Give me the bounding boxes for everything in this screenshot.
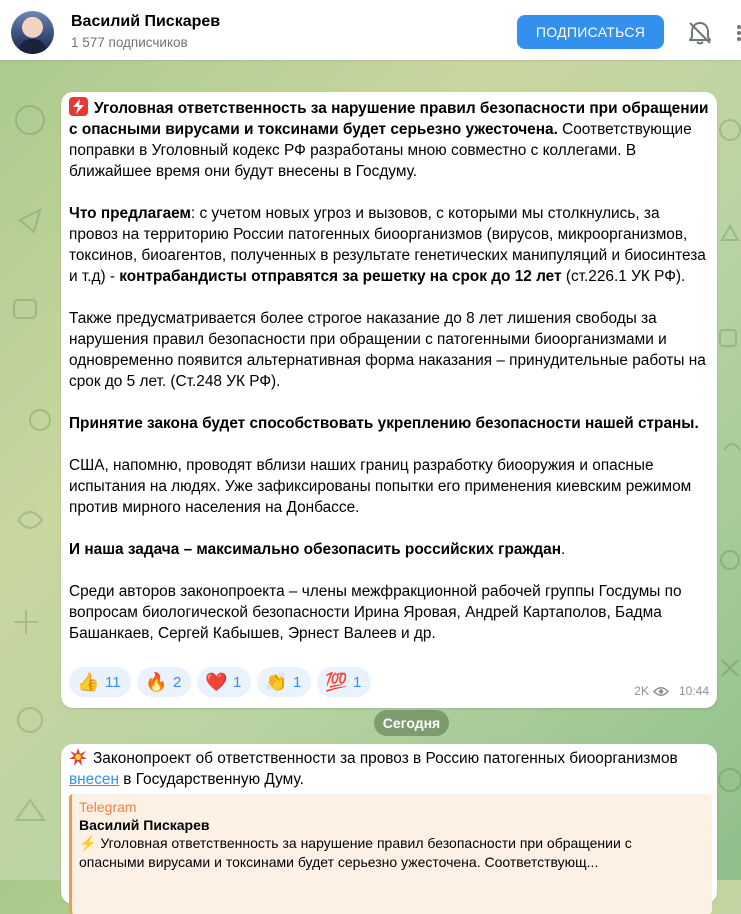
- post-p3: Также предусматривается более строгое наказание до 8 лет лишения свободы за нарушения правил безопасности при обращении с патогенными биоорганизмами и одновременно появится альтернативная форма наказания – принудительные работы на срок до 5 лет. (Ст.248 УК РФ).: [69, 310, 706, 390]
- reaction-count: 1: [353, 674, 362, 691]
- reaction-count: 11: [105, 674, 121, 691]
- post-p2-bold2: контрабандисты отправятся за решетку на срок до 12 лет: [119, 268, 562, 285]
- more-menu-icon[interactable]: [733, 19, 741, 47]
- thumbs-up-icon: 👍: [77, 672, 100, 692]
- reaction-fire[interactable]: [137, 667, 191, 697]
- reaction-hundred[interactable]: [317, 667, 371, 697]
- post-p5: США, напомню, проводят вблизи наших границ разработку биооружия и опасные испытания на людях. Уже зафиксированы попытки его применения киевским режимом против мирного населения на Донбассе.: [69, 457, 692, 516]
- post-lead-bold: Уголовная ответственность за нарушение правил безопасности при обращении с опасными вирусами и токсинами будет серьезно ужесточена.: [69, 100, 709, 138]
- reaction-thumbs-up[interactable]: [69, 667, 131, 697]
- reaction-clap[interactable]: [257, 667, 311, 697]
- collision-burst-icon: [69, 748, 87, 766]
- lightning-icon: ⚡: [79, 835, 97, 851]
- reaction-count: 2: [173, 674, 182, 691]
- channel-avatar[interactable]: [11, 11, 54, 54]
- forwarded-quote[interactable]: [69, 794, 712, 914]
- post-meta: [634, 684, 709, 698]
- post-text: [69, 748, 709, 790]
- clap-icon: 👏: [265, 672, 288, 692]
- hundred-icon: 💯: [325, 672, 348, 692]
- subscriber-count: 1 577 подписчиков: [71, 35, 188, 50]
- channel-header: [0, 0, 741, 60]
- channel-title[interactable]: Василий Пискарев: [71, 13, 221, 30]
- post-what-we-propose: Что предлагаем: [69, 205, 191, 222]
- post-text: [69, 97, 709, 665]
- mute-bell-icon[interactable]: [686, 19, 714, 47]
- lightning-icon: [69, 97, 88, 116]
- post-p6-bold: И наша задача – максимально обезопасить российских граждан: [69, 541, 562, 558]
- post2-text-after: в Государственную Думу.: [119, 771, 304, 788]
- date-separator: Сегодня: [374, 710, 449, 736]
- post-p6-tail: .: [561, 541, 566, 558]
- post2-text-before: Законопроект об ответственности за провоз в Россию патогенных биоорганизмов: [93, 750, 678, 767]
- channel-post[interactable]: [61, 92, 717, 708]
- post-p2-tail: (ст.226.1 УК РФ).: [561, 268, 686, 285]
- post-time: 10:44: [678, 684, 709, 698]
- view-count: 2K: [634, 684, 649, 698]
- quote-source: Telegram: [79, 799, 137, 815]
- quote-author: Василий Пискарев: [79, 817, 210, 833]
- subscribe-button[interactable]: ПОДПИСАТЬСЯ: [517, 15, 664, 49]
- heart-icon: ❤️: [205, 672, 228, 692]
- channel-post[interactable]: [61, 744, 717, 904]
- post-p2-text: : с учетом новых угроз и вызовов, с которыми мы столкнулись, за провоз на территорию России патогенных биоорганизмов (вирусов, микроорганизмов, токсинов, биоагентов, полученных в результате генетических манипуляций и биосинтеза и т.д) -: [69, 205, 706, 285]
- reaction-count: 1: [293, 674, 302, 691]
- eye-icon: [653, 686, 669, 697]
- reaction-heart[interactable]: [197, 667, 251, 697]
- reaction-count: 1: [233, 674, 242, 691]
- post-p4: Принятие закона будет способствовать укреплению безопасности нашей страны.: [69, 415, 699, 432]
- post-lead-rest: Соответствующие поправки в Уголовный кодекс РФ разработаны мною совместно с коллегами. В ближайшее время они будут внесены в Госдуму.: [69, 121, 692, 180]
- quote-text: [79, 834, 699, 872]
- post-p7: Среди авторов законопроекта – члены межфракционной рабочей группы Госдумы по вопросам биологической безопасности Ирина Яровая, Андрей Картаполов, Бадма Башанкаев, Сергей Кабышев, Эрнест Валеев и др.: [69, 583, 682, 642]
- fire-icon: 🔥: [145, 672, 168, 692]
- post2-link[interactable]: внесен: [69, 771, 119, 788]
- quote-body: Уголовная ответственность за нарушение правил безопасности при обращении с опасными вирусами и токсинами будет серьезно ужесточена. Соответствующ...: [79, 835, 632, 870]
